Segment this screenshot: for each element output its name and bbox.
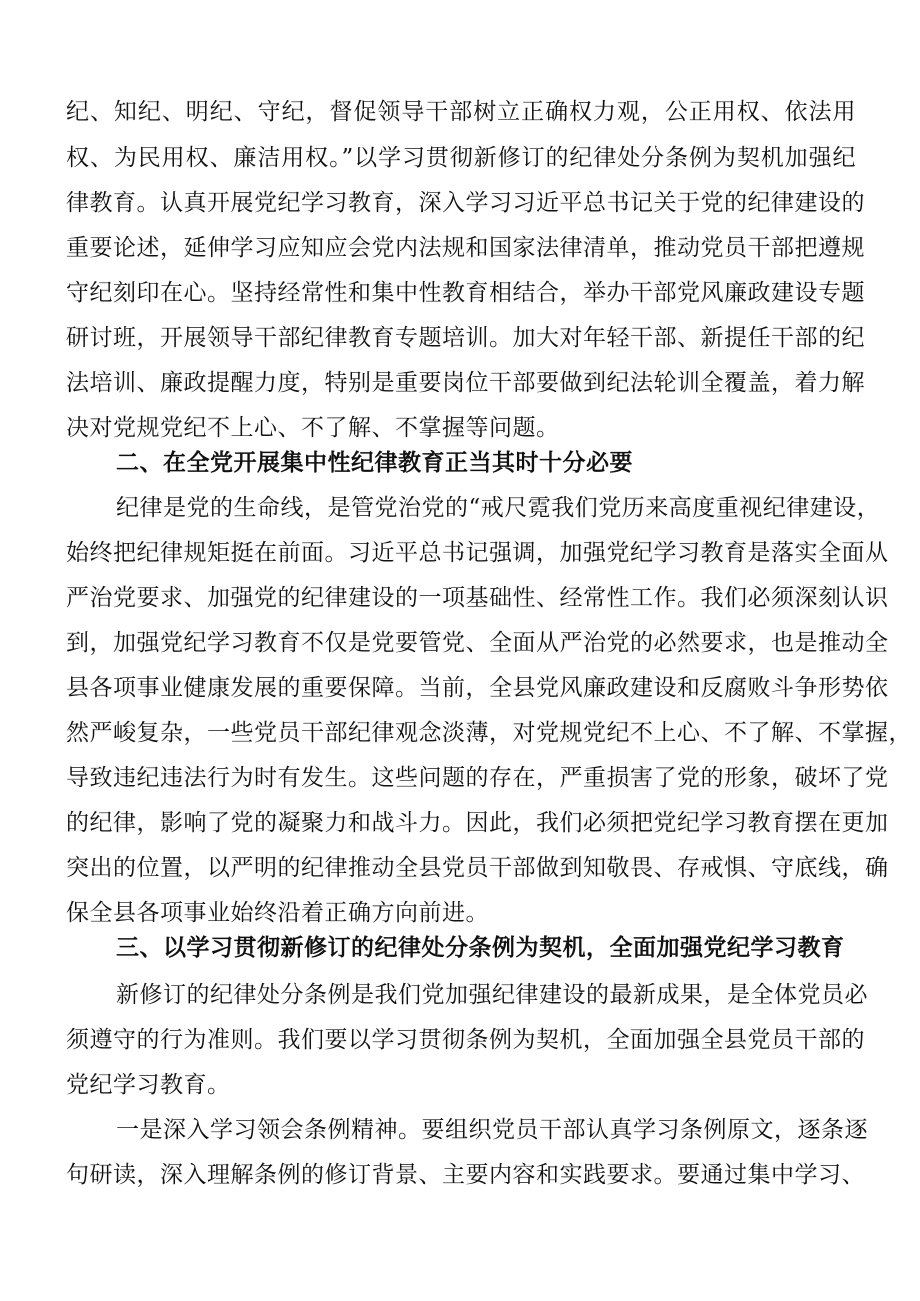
paragraph-line: 法培训、廉政提醒力度，特别是重要岗位干部要做到纪法轮训全覆盖，着力解 [66, 370, 865, 396]
paragraph-line: 守纪刻印在心。坚持经常性和集中性教育相结合，举办干部党风廉政建设专题 [66, 280, 865, 306]
paragraph-line: 纪、知纪、明纪、守纪，督促领导干部树立正确权力观，公正用权、依法用 [66, 99, 856, 125]
paragraph-line: 纪律是党的生命线，是管党治党的“戒尺霓我们党历来高度重视纪律建设， [116, 495, 881, 521]
paragraph-line: 新修订的纪律处分条例是我们党加强纪律建设的最新成果，是全体党员必 [116, 982, 868, 1008]
section-heading-3: 三、以学习贯彻新修订的纪律处分条例为契机，全面加强党纪学习教育 [116, 934, 845, 961]
section-heading-2: 二、在全党开展集中性纪律教育正当其时十分必要 [116, 449, 633, 476]
paragraph-line: 县各项事业健康发展的重要保障。当前，全县党风廉政建设和反腐败斗争形势依 [66, 675, 889, 701]
paragraph-line: 律教育。认真开展党纪学习教育，深入学习习近平总书记关于党的纪律建设的 [66, 190, 865, 216]
paragraph-line: 权、为民用权、廉洁用权。”以学习贯彻新修订的纪律处分条例为契机加强纪 [66, 145, 856, 171]
paragraph-line: 保全县各项事业始终沿着正确方向前进。 [66, 900, 489, 926]
paragraph-line: 的纪律，影响了党的凝聚力和战斗力。因此，我们必须把党纪学习教育摆在更加 [66, 810, 889, 836]
paragraph-line: 突出的位置，以严明的纪律推动全县党员干部做到知敬畏、存戒惧、守底线，确 [66, 855, 889, 881]
paragraph-line: 重要论述，延伸学习应知应会党内法规和国家法律清单，推动党员干部把遵规 [66, 235, 865, 261]
paragraph-line: 句研读，深入理解条例的修订背景、主要内容和实践要求。要通过集中学习、 [66, 1162, 865, 1188]
paragraph-line: 党纪学习教育。 [66, 1072, 231, 1098]
paragraph-line: 到，加强党纪学习教育不仅是党要管党、全面从严治党的必然要求，也是推动全 [66, 630, 889, 656]
paragraph-line: 研讨班，开展领导干部纪律教育专题培训。加大对年轻干部、新提任干部的纪 [66, 325, 865, 351]
paragraph-line: 然严峻复杂，一些党员干部纪律观念淡薄，对党规党纪不上心、不了解、不掌握， [66, 720, 912, 746]
paragraph-line: 导致违纪违法行为时有发生。这些问题的存在，严重损害了党的形象，破坏了党 [66, 765, 889, 791]
paragraph-line: 决对党规党纪不上心、不了解、不掌握等问题。 [66, 415, 560, 441]
paragraph-line: 须遵守的行为准则。我们要以学习贯彻条例为契机，全面加强全县党员干部的 [66, 1027, 865, 1053]
paragraph-line: 始终把纪律规矩挺在前面。习近平总书记强调，加强党纪学习教育是落实全面从 [66, 540, 889, 566]
paragraph-line: 严治党要求、加强党的纪律建设的一项基础性、经常性工作。我们必须深刻认识 [66, 585, 889, 611]
paragraph-line: 一是深入学习领会条例精神。要组织党员干部认真学习条例原文，逐条逐 [116, 1117, 868, 1143]
